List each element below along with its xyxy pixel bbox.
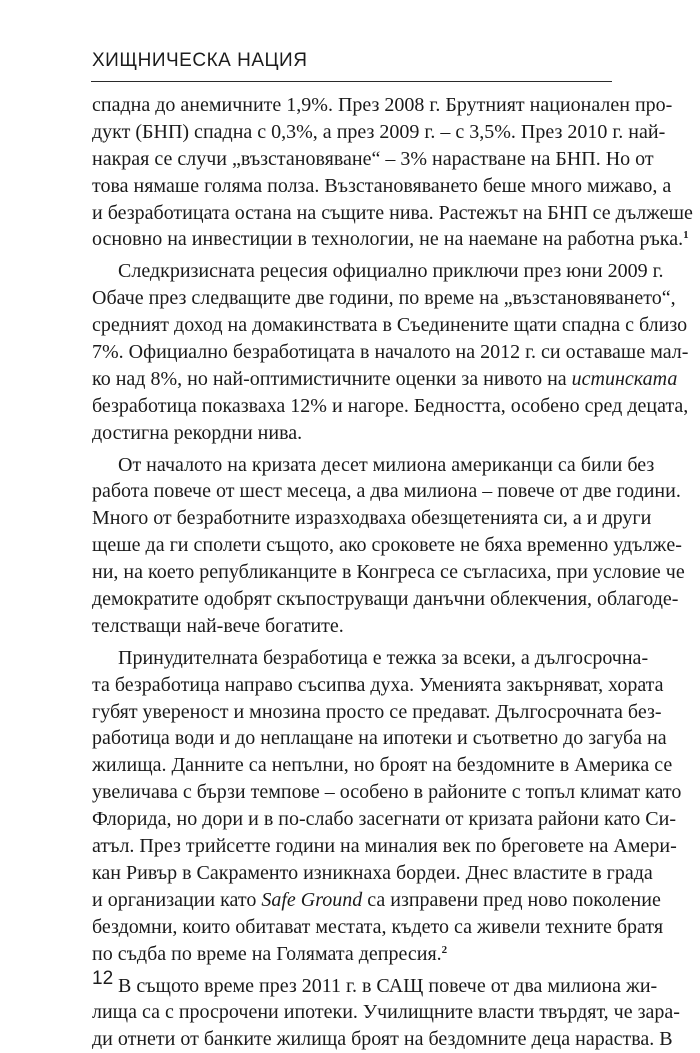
emphasis-text: истинската (572, 368, 678, 390)
text-line: безработица показваха 12% и нагоре. Бедността, особено сред децата, (92, 393, 613, 420)
paragraph-2 (92, 258, 613, 446)
text-line: Обаче през следващите две години, по време на „възстановяването“, (92, 285, 613, 312)
running-header: ХИЩНИЧЕСКА НАЦИЯ (92, 50, 307, 72)
text-line: атъл. През трийсетте години на миналия век по бреговете на Амери- (92, 833, 613, 860)
paragraph-5 (92, 973, 613, 1053)
text-line: и организации като Safe Ground са изправени пред ново поколение (92, 887, 613, 914)
text-line: Флорида, но дори и в по-слабо засегнати от кризата райони като Си- (92, 806, 613, 833)
text-line: демократите одобрят скъпоструващи данъчни облекчения, облагоде- (92, 586, 613, 613)
header-rule (91, 81, 612, 82)
page-body (92, 92, 613, 1053)
text-line: достигна рекордни нива. (92, 420, 613, 447)
text-line: и безработицата остана на същите нива. Растежът на БНП се дължеше (92, 200, 613, 227)
page-number: 12 (92, 968, 113, 990)
paragraph-3 (92, 452, 613, 640)
text-line: увеличава с бързи темпове – особено в районите с топъл климат като (92, 779, 613, 806)
text-line: работица води и до неплащане на ипотеки и съответно до загуба на (92, 725, 613, 752)
text-line: щеше да ги сполети същото, ако сроковете не бяха временно удължe- (92, 532, 613, 559)
text-line: работа повече от шест месеца, а два милиона – повече от две години. (92, 478, 613, 505)
footnote-ref-1: 1 (683, 229, 689, 241)
text-line: бездомни, които обитават местата, където са живели техните братя (92, 914, 613, 941)
text-line: та безработица направо съсипва духа. Уменията закърняват, хората (92, 672, 613, 699)
text-line: Много от безработните изразходваха обезщетенията си, а и други (92, 505, 613, 532)
text-line: ни, на което републиканците в Конгреса се съгласиха, при условие че (92, 559, 613, 586)
text-line: по съдба по време на Голямата депресия.$^2$ (92, 941, 613, 968)
text-line: телстващи най-вече богатите. (92, 613, 613, 640)
text-line: От началото на кризата десет милиона американци са били без (92, 452, 613, 479)
text-line: ко над 8%, но най-оптимистичните оценки за нивото на истинската (92, 366, 613, 393)
emphasis-text: Safe Ground (261, 889, 362, 911)
text-line: спадна до анемичните 1,9%. През 2008 г. Брутният национален про- (92, 92, 613, 119)
text-line: кан Ривър в Сакраменто изникнаха бордеи. Днес властите в града (92, 860, 613, 887)
text-line: дукт (БНП) спадна с 0,3%, а през 2009 г. – с 3,5%. През 2010 г. най- (92, 119, 613, 146)
text-line: това нямаше голяма полза. Възстановяването беше много мижаво, а (92, 173, 613, 200)
text-line: жилища. Данните са непълни, но броят на бездомните в Америка се (92, 752, 613, 779)
paragraph-4 (92, 645, 613, 968)
text-line: Принудителната безработица е тежка за всеки, а дългосрочна- (92, 645, 613, 672)
text-line: основно на инвестиции в технологии, не на наемане на работна ръка.$^1$ (92, 226, 613, 253)
footnote-ref-2: 2 (442, 944, 448, 956)
paragraph-1 (92, 92, 613, 253)
text-line: губят увереност и мнозина просто се предават. Дългосрочната без- (92, 699, 613, 726)
text-line: ди отнети от банките жилища броят на бездомните деца нараства. В (92, 1026, 613, 1053)
text-line: В същото време през 2011 г. в САЩ повече от два милиона жи- (92, 973, 613, 1000)
text-line: Следкризисната рецесия официално приключи през юни 2009 г. (92, 258, 613, 285)
text-line: лища са с просрочени ипотеки. Училищните власти твърдят, че зара- (92, 999, 613, 1026)
text-line: накрая се случи „възстановяване“ – 3% нарастване на БНП. Но от (92, 146, 613, 173)
text-line: средният доход на домакинствата в Съединените щати спадна с близо (92, 312, 613, 339)
text-line: 7%. Официално безработицата в началото на 2012 г. си оставаше мал- (92, 339, 613, 366)
